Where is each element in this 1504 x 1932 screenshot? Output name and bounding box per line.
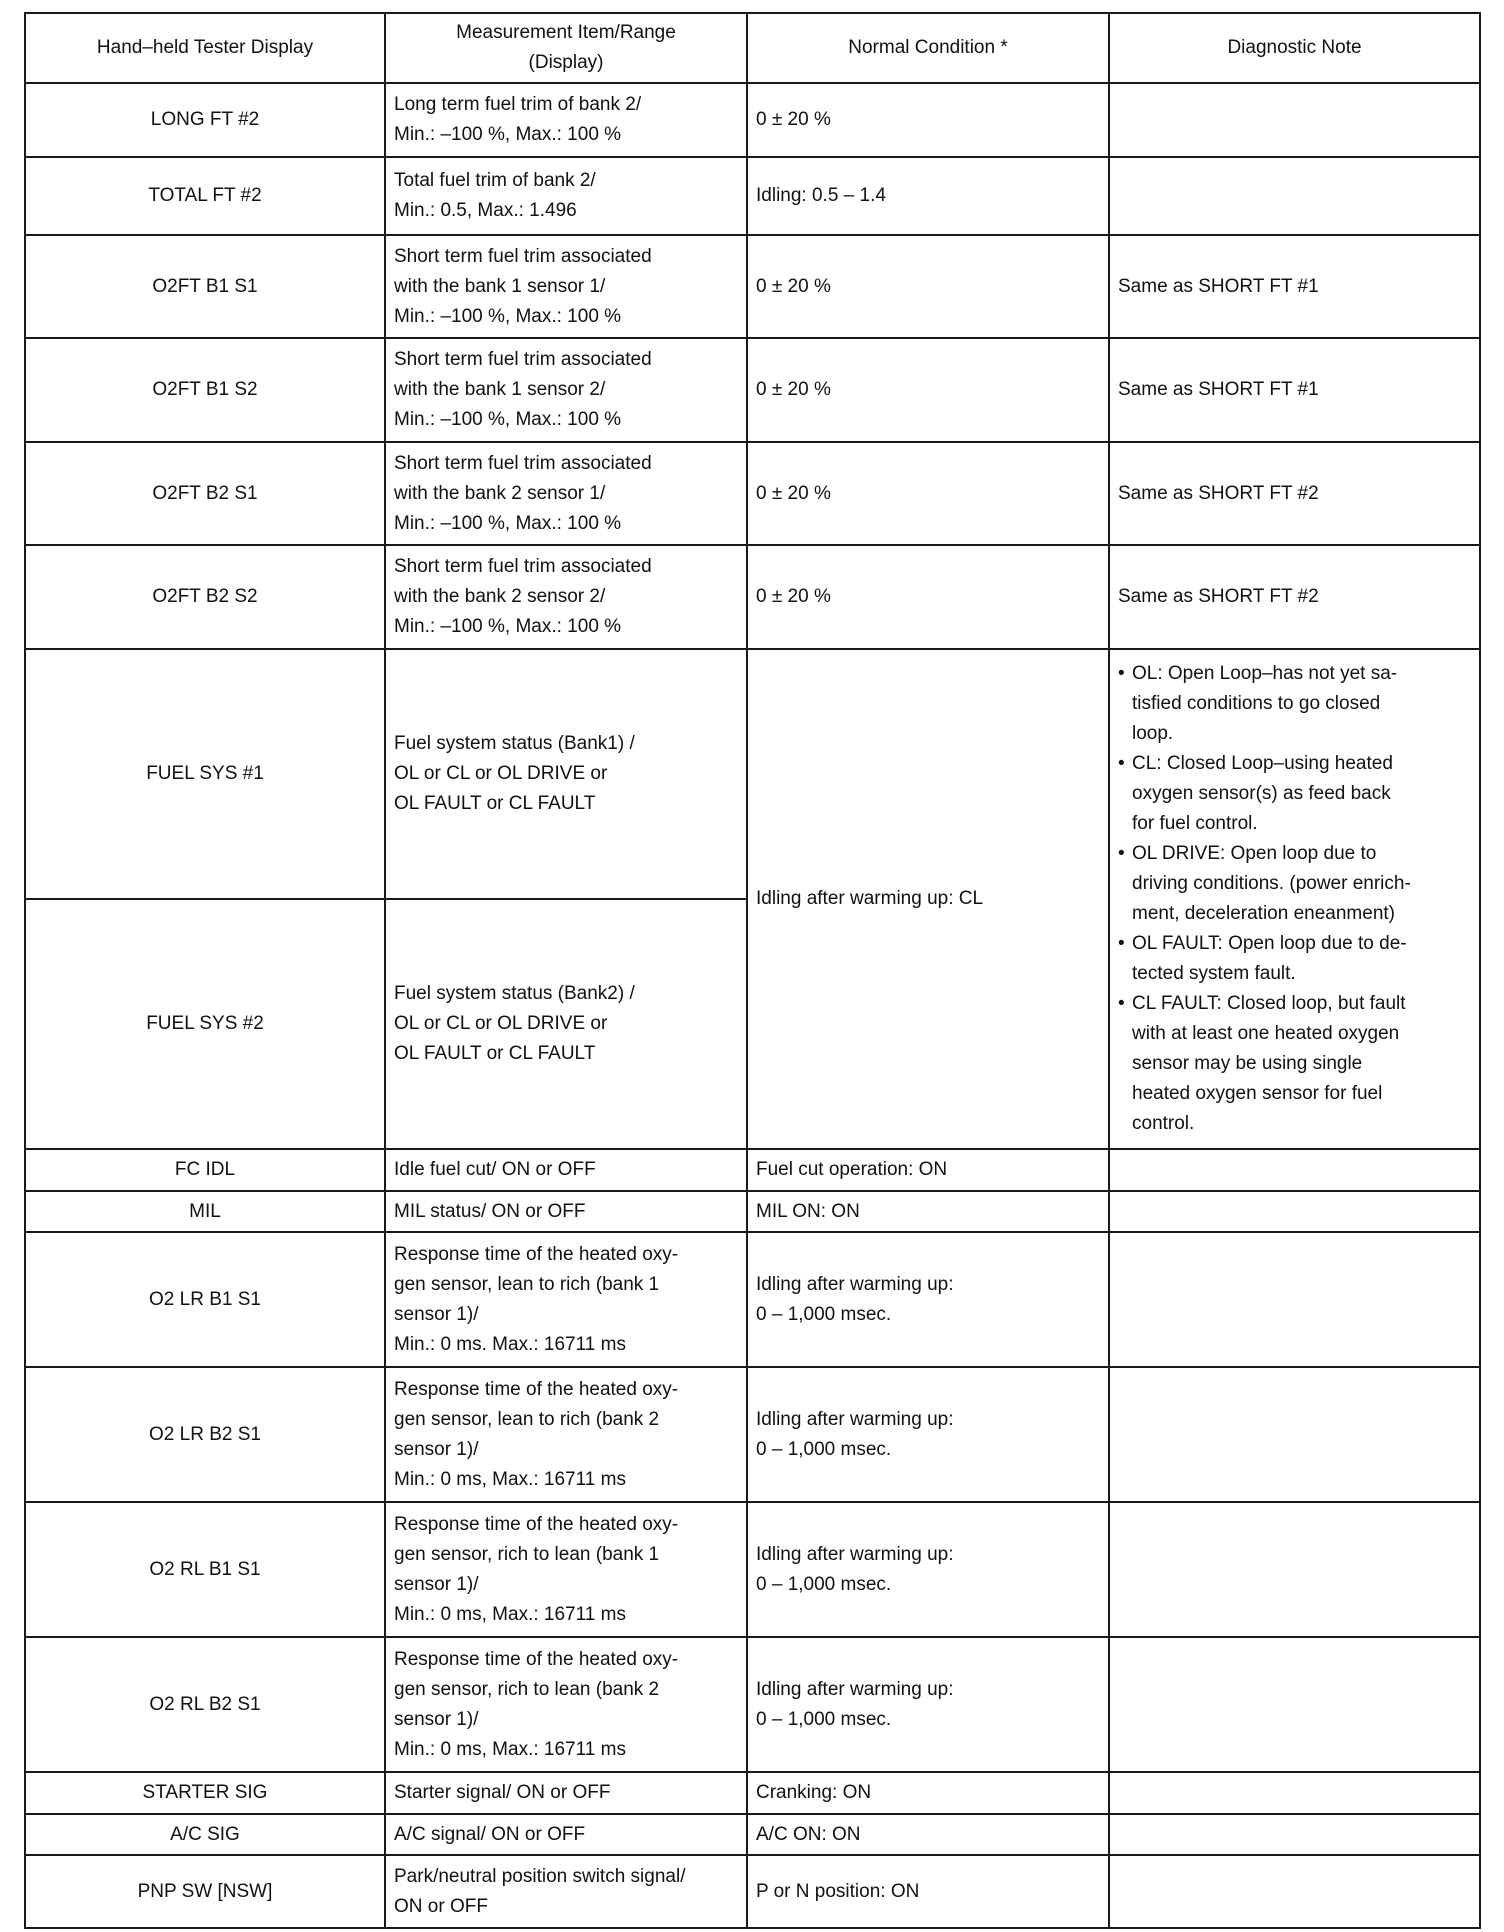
cell-line: Fuel system status (Bank2) /: [394, 983, 635, 1004]
diagnostic-note-cell: [1109, 338, 1480, 442]
diagnostic-note-cell: [1109, 157, 1480, 235]
display-cell: O2FT B2 S1: [25, 442, 385, 545]
cell-line: sensor may be using single: [1132, 1053, 1363, 1074]
cell-line: MIL ON: ON: [756, 1200, 860, 1222]
cell-line: 0 ± 20 %: [756, 586, 831, 607]
cell-line: tected system fault.: [1132, 963, 1296, 984]
display-cell: LONG FT #2: [25, 83, 385, 157]
diagnostic-note-cell: [1109, 1232, 1480, 1367]
display-cell: O2FT B1 S1: [25, 235, 385, 338]
note-bullet-item: [1118, 839, 1471, 929]
measurement-cell: [385, 1149, 747, 1191]
cell-line: Short term fuel trim associated: [394, 452, 652, 474]
cell-line: ON or OFF: [394, 1895, 488, 1917]
cell-line: Min.: –100 %, Max.: 100 %: [394, 124, 622, 145]
cell-line: for fuel control.: [1132, 813, 1258, 834]
cell-line: OL or CL or OL DRIVE or: [394, 763, 608, 784]
cell-line: OL or CL or OL DRIVE or: [394, 1013, 608, 1034]
diagnostic-note-cell: [1109, 1149, 1480, 1191]
table-row: [25, 157, 1480, 235]
measurement-cell: [385, 1855, 747, 1928]
cell-line: 0 – 1,000 msec.: [756, 1573, 892, 1595]
normal-condition-cell: [747, 1502, 1109, 1637]
cell-line: • OL FAULT: Open loop due to de-: [1132, 933, 1407, 954]
cell-line: Cranking: ON: [756, 1782, 872, 1803]
cell-line: Min.: 0.5, Max.: 1.496: [394, 200, 577, 221]
cell-line: Idling after warming up:: [756, 1408, 954, 1430]
cell-line: sensor 1)/: [394, 1573, 479, 1595]
cell-line: gen sensor, lean to rich (bank 2: [394, 1408, 660, 1430]
note-bullet-item: [1118, 989, 1471, 1139]
cell-line: Min.: 0 ms, Max.: 16711 ms: [394, 1603, 626, 1625]
cell-line: OL FAULT or CL FAULT: [394, 793, 596, 814]
cell-line: Short term fuel trim associated: [394, 349, 652, 370]
cell-line: loop.: [1132, 723, 1174, 744]
cell-line: Min.: –100 %, Max.: 100 %: [394, 305, 622, 327]
header-measurement: [385, 13, 747, 83]
note-bullet-item: [1118, 749, 1471, 839]
measurement-cell: [385, 899, 747, 1149]
cell-line: Short term fuel trim associated: [394, 556, 652, 577]
display-cell: STARTER SIG: [25, 1772, 385, 1814]
cell-line: Fuel system status (Bank1) /: [394, 733, 635, 754]
cell-line: Response time of the heated oxy-: [394, 1513, 679, 1535]
cell-line: 0 – 1,000 msec.: [756, 1303, 892, 1325]
table-row: [25, 1367, 1480, 1502]
note-bullet-item: [1118, 659, 1471, 749]
cell-line: Min.: 0 ms, Max.: 16711 ms: [394, 1468, 626, 1490]
cell-line: Min.: 0 ms, Max.: 16711 ms: [394, 1738, 626, 1760]
normal-condition-cell: [747, 1772, 1109, 1814]
normal-condition-cell: [747, 83, 1109, 157]
cell-line: with the bank 2 sensor 1/: [394, 482, 606, 504]
table-row: [25, 442, 1480, 545]
table-row: [25, 338, 1480, 442]
normal-condition-cell: [747, 1191, 1109, 1232]
cell-line: ment, deceleration eneanment): [1132, 903, 1395, 924]
cell-line: with the bank 1 sensor 2/: [394, 379, 606, 400]
cell-line: sensor 1)/: [394, 1303, 479, 1325]
normal-condition-cell: [747, 1814, 1109, 1855]
measurement-cell: [385, 442, 747, 545]
normal-condition-cell: [747, 1149, 1109, 1191]
display-cell: O2 LR B1 S1: [25, 1232, 385, 1367]
cell-line: Same as SHORT FT #2: [1118, 586, 1319, 607]
cell-line: 0 – 1,000 msec.: [756, 1708, 892, 1730]
cell-line: with the bank 1 sensor 1/: [394, 275, 606, 297]
measurement-cell: [385, 83, 747, 157]
normal-condition-cell: [747, 1637, 1109, 1772]
diagnostic-note-cell: [1109, 545, 1480, 649]
diagnostic-note-cell: [1109, 1502, 1480, 1637]
display-cell: O2FT B2 S2: [25, 545, 385, 649]
measurement-cell: [385, 1191, 747, 1232]
cell-line: A/C ON: ON: [756, 1823, 861, 1845]
table-row: [25, 649, 1480, 899]
normal-condition-cell: [747, 1367, 1109, 1502]
normal-condition-cell: [747, 545, 1109, 649]
cell-line: 0 ± 20 %: [756, 482, 831, 504]
cell-line: driving conditions. (power enrich-: [1132, 873, 1411, 894]
measurement-cell: [385, 157, 747, 235]
cell-line: sensor 1)/: [394, 1708, 479, 1730]
measurement-cell: [385, 545, 747, 649]
cell-line: • OL DRIVE: Open loop due to: [1132, 843, 1377, 864]
cell-line: heated oxygen sensor for fuel: [1132, 1083, 1383, 1104]
measurement-cell: [385, 1232, 747, 1367]
cell-line: Same as SHORT FT #1: [1118, 275, 1319, 297]
diagnostic-note-cell: [1109, 649, 1480, 1149]
table-row: [25, 235, 1480, 338]
cell-line: • OL: Open Loop–has not yet sa-: [1132, 663, 1398, 684]
measurement-cell: [385, 1367, 747, 1502]
cell-line: gen sensor, lean to rich (bank 1: [394, 1273, 660, 1295]
table-row: [25, 1149, 1480, 1191]
cell-line: Same as SHORT FT #1: [1118, 379, 1319, 400]
cell-line: 0 – 1,000 msec.: [756, 1438, 892, 1460]
note-bullet-item: [1118, 929, 1471, 989]
diagnostic-note-cell: [1109, 83, 1480, 157]
table-body: [25, 83, 1480, 1928]
cell-line: Idle fuel cut/ ON or OFF: [394, 1159, 596, 1180]
diagnostic-note-cell: [1109, 1814, 1480, 1855]
header-measurement-line: (Display): [528, 52, 604, 73]
data-list-table: [24, 12, 1481, 1929]
cell-line: control.: [1132, 1113, 1195, 1134]
display-cell: O2 RL B2 S1: [25, 1637, 385, 1772]
normal-condition-cell: [747, 1855, 1109, 1928]
measurement-cell: [385, 1772, 747, 1814]
cell-line: Response time of the heated oxy-: [394, 1648, 679, 1670]
cell-line: Min.: –100 %, Max.: 100 %: [394, 512, 622, 534]
measurement-cell: [385, 338, 747, 442]
display-cell: O2 LR B2 S1: [25, 1367, 385, 1502]
cell-line: A/C signal/ ON or OFF: [394, 1823, 586, 1845]
cell-line: 0 ± 20 %: [756, 275, 831, 297]
cell-line: Idling: 0.5 – 1.4: [756, 185, 886, 206]
cell-line: with at least one heated oxygen: [1132, 1023, 1400, 1044]
diagnostic-note-cell: [1109, 1772, 1480, 1814]
cell-line: Starter signal/ ON or OFF: [394, 1782, 611, 1803]
cell-line: P or N position: ON: [756, 1880, 920, 1902]
cell-line: Fuel cut operation: ON: [756, 1159, 948, 1180]
diagnostic-note-cell: [1109, 235, 1480, 338]
table-header: [25, 13, 1480, 83]
table-row: [25, 1637, 1480, 1772]
table-row: [25, 1191, 1480, 1232]
cell-line: Min.: 0 ms. Max.: 16711 ms: [394, 1333, 626, 1355]
header-note: Diagnostic Note: [1109, 13, 1480, 83]
cell-line: 0 ± 20 %: [756, 379, 831, 400]
measurement-cell: [385, 1637, 747, 1772]
display-cell: A/C SIG: [25, 1814, 385, 1855]
display-cell: PNP SW [NSW]: [25, 1855, 385, 1928]
table-row: [25, 1502, 1480, 1637]
normal-condition-cell: [747, 338, 1109, 442]
cell-line: Idling after warming up:: [756, 1543, 954, 1565]
cell-line: MIL status/ ON or OFF: [394, 1200, 586, 1222]
cell-line: Park/neutral position switch signal/: [394, 1865, 686, 1887]
cell-line: Total fuel trim of bank 2/: [394, 170, 596, 191]
normal-condition-cell: [747, 649, 1109, 1149]
cell-line: Idling after warming up:: [756, 1678, 954, 1700]
cell-line: Min.: –100 %, Max.: 100 %: [394, 616, 622, 637]
cell-line: • CL: Closed Loop–using heated: [1132, 753, 1393, 774]
table-row: [25, 1855, 1480, 1928]
normal-condition-cell: [747, 235, 1109, 338]
measurement-cell: [385, 235, 747, 338]
cell-line: Response time of the heated oxy-: [394, 1243, 679, 1265]
table-row: [25, 83, 1480, 157]
normal-condition-cell: [747, 1232, 1109, 1367]
cell-line: sensor 1)/: [394, 1438, 479, 1460]
cell-line: with the bank 2 sensor 2/: [394, 586, 606, 607]
display-cell: MIL: [25, 1191, 385, 1232]
diagnostic-note-cell: [1109, 1855, 1480, 1928]
normal-condition-cell: [747, 442, 1109, 545]
diagnostic-note-cell: [1109, 1191, 1480, 1232]
display-cell: FUEL SYS #1: [25, 649, 385, 899]
header-normal: Normal Condition *: [747, 13, 1109, 83]
diagnostic-note-cell: [1109, 1367, 1480, 1502]
header-display: Hand–held Tester Display: [25, 13, 385, 83]
display-cell: O2 RL B1 S1: [25, 1502, 385, 1637]
cell-line: Same as SHORT FT #2: [1118, 482, 1319, 504]
cell-line: gen sensor, rich to lean (bank 1: [394, 1543, 660, 1565]
cell-line: Idling after warming up:: [756, 1273, 954, 1295]
cell-line: OL FAULT or CL FAULT: [394, 1043, 596, 1064]
cell-line: Short term fuel trim associated: [394, 245, 652, 267]
diagnostic-note-cell: [1109, 442, 1480, 545]
measurement-cell: [385, 1502, 747, 1637]
display-cell: FUEL SYS #2: [25, 899, 385, 1149]
cell-line: oxygen sensor(s) as feed back: [1132, 783, 1391, 804]
header-measurement-line: Measurement Item/Range: [456, 22, 676, 43]
table-row: [25, 1772, 1480, 1814]
cell-line: gen sensor, rich to lean (bank 2: [394, 1678, 660, 1700]
display-cell: O2FT B1 S2: [25, 338, 385, 442]
header-row: [25, 13, 1480, 83]
measurement-cell: [385, 1814, 747, 1855]
cell-line: • CL FAULT: Closed loop, but fault: [1132, 993, 1406, 1014]
cell-line: Long term fuel trim of bank 2/: [394, 94, 642, 115]
normal-condition-cell: [747, 157, 1109, 235]
measurement-cell: [385, 649, 747, 899]
cell-line: Idling after warming up: CL: [756, 888, 984, 909]
table-row: [25, 1232, 1480, 1367]
display-cell: TOTAL FT #2: [25, 157, 385, 235]
cell-line: 0 ± 20 %: [756, 109, 831, 130]
table-row: [25, 545, 1480, 649]
note-bullet-list: [1118, 659, 1471, 1139]
cell-line: Response time of the heated oxy-: [394, 1378, 679, 1400]
table-row: [25, 1814, 1480, 1855]
display-cell: FC IDL: [25, 1149, 385, 1191]
cell-line: tisfied conditions to go closed: [1132, 693, 1381, 714]
diagnostic-note-cell: [1109, 1637, 1480, 1772]
cell-line: Min.: –100 %, Max.: 100 %: [394, 409, 622, 430]
